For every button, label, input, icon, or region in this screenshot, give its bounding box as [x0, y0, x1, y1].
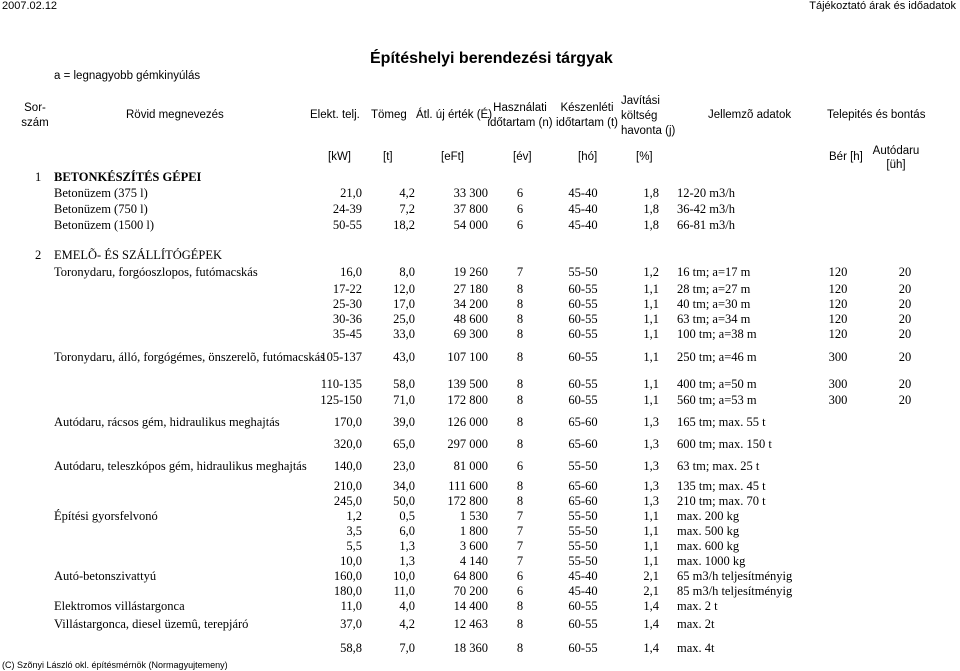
cell-weight: 50,0 [393, 494, 415, 508]
unit-use: [év] [513, 151, 532, 163]
cell-power: 245,0 [333, 494, 362, 508]
col-header-ready: Készenléti időtartam (t) [556, 102, 618, 129]
cell-ready: 55-50 [568, 524, 598, 538]
cell-power: 110-135 [320, 377, 362, 391]
cell-ready: 60-55 [568, 297, 598, 311]
cell-use: 8 [516, 641, 524, 655]
cell-value: 111 600 [448, 479, 488, 493]
cell-repair: 1,4 [643, 641, 659, 655]
cell-repair: 1,8 [643, 202, 659, 216]
cell-weight: 58,0 [393, 377, 415, 391]
cell-ready: 65-60 [568, 479, 598, 493]
cell-repair: 1,1 [643, 554, 659, 568]
cell-value: 12 463 [453, 617, 488, 631]
cell-name: Elektromos villástargonca [54, 599, 185, 613]
cell-value: 172 800 [447, 393, 488, 407]
cell-power: 5,5 [346, 539, 362, 553]
cell-wage: 300 [828, 377, 848, 391]
cell-features: max. 4t [677, 641, 715, 655]
cell-use: 7 [516, 265, 524, 279]
cell-features: max. 2t [677, 617, 715, 631]
cell-power: 3,5 [346, 524, 362, 538]
cell-value: 139 500 [447, 377, 488, 391]
cell-value: 3 600 [459, 539, 488, 553]
cell-weight: 4,0 [399, 599, 415, 613]
cell-ready: 60-55 [568, 641, 598, 655]
section-title: BETONKÉSZÍTÉS GÉPEI [54, 170, 202, 184]
cell-wage: 120 [828, 327, 848, 341]
cell-name: Toronydaru, álló, forgógémes, önszerelõ, futómacskás [54, 350, 326, 364]
unit-ready: [hó] [578, 151, 598, 163]
cell-use: 8 [516, 327, 524, 341]
cell-use: 6 [516, 186, 524, 200]
cell-wage: 120 [828, 282, 848, 296]
cell-weight: 7,2 [399, 202, 415, 216]
cell-value: 4 140 [459, 554, 488, 568]
cell-value: 64 800 [453, 569, 488, 583]
cell-weight: 33,0 [393, 327, 415, 341]
cell-repair: 1,3 [643, 459, 659, 473]
cell-features: max. 1000 kg [677, 554, 746, 568]
cell-weight: 7,0 [399, 641, 415, 655]
cell-weight: 4,2 [399, 186, 415, 200]
section-number: 2 [35, 248, 42, 262]
cell-features: max. 600 kg [677, 539, 740, 553]
col-header-sorszam: Sor- szám [21, 102, 49, 129]
cell-wage: 120 [828, 297, 848, 311]
cell-ready: 65-60 [568, 415, 598, 429]
cell-repair: 1,1 [643, 377, 659, 391]
cell-weight: 0,5 [399, 509, 415, 523]
cell-ready: 65-60 [568, 494, 598, 508]
cell-repair: 1,1 [643, 509, 659, 523]
cell-repair: 1,1 [643, 282, 659, 296]
cell-ready: 65-60 [568, 437, 598, 451]
cell-name: Autódaru, teleszkópos gém, hidraulikus meghajtás [54, 459, 307, 473]
unit-weight: [t] [383, 151, 393, 163]
cell-ready: 60-55 [568, 599, 598, 613]
cell-repair: 1,4 [643, 599, 659, 613]
cell-power: 35-45 [332, 327, 362, 341]
cell-features: 165 tm; max. 55 t [677, 415, 766, 429]
cell-use: 8 [516, 350, 524, 364]
cell-weight: 17,0 [393, 297, 415, 311]
cell-use: 6 [516, 569, 524, 583]
cell-features: max. 200 kg [677, 509, 740, 523]
cell-features: 16 tm; a=17 m [677, 265, 751, 279]
cell-weight: 71,0 [393, 393, 415, 407]
cell-features: 65 m3/h teljesítményig [677, 569, 793, 583]
cell-use: 7 [516, 509, 524, 523]
cell-ready: 60-55 [568, 617, 598, 631]
cell-use: 8 [516, 393, 524, 407]
cell-features: 28 tm; a=27 m [677, 282, 751, 296]
cell-weight: 43,0 [393, 350, 415, 364]
cell-use: 8 [516, 617, 524, 631]
document-title: Építéshelyi berendezési tárgyak [370, 50, 613, 67]
col-header-crane: Autódaru [üh] [872, 145, 920, 171]
cell-weight: 8,0 [399, 265, 415, 279]
cell-crane: 20 [898, 282, 912, 296]
cell-repair: 1,3 [643, 415, 659, 429]
section-title: EMELÕ- ÉS SZÁLLÍTÓGÉPEK [54, 248, 223, 262]
cell-value: 27 180 [453, 282, 488, 296]
cell-use: 6 [516, 202, 524, 216]
cell-repair: 2,1 [643, 584, 659, 598]
col-header-features: Jellemzõ adatok [708, 109, 792, 121]
cell-features: 400 tm; a=50 m [677, 377, 757, 391]
cell-power: 37,0 [340, 617, 362, 631]
cell-ready: 60-55 [568, 312, 598, 326]
unit-repair: [%] [636, 151, 653, 163]
cell-ready: 55-50 [568, 554, 598, 568]
cell-value: 54 000 [453, 218, 488, 232]
cell-wage: 300 [828, 350, 848, 364]
cell-weight: 1,3 [399, 539, 415, 553]
cell-repair: 1,3 [643, 479, 659, 493]
cell-weight: 11,0 [393, 584, 415, 598]
cell-name: Építési gyorsfelvonó [54, 509, 158, 523]
cell-repair: 1,8 [643, 186, 659, 200]
cell-weight: 10,0 [393, 569, 415, 583]
section-number: 1 [35, 170, 42, 184]
col-header-value: Átl. új érték (É) [416, 109, 493, 121]
cell-weight: 12,0 [393, 282, 415, 296]
cell-features: 85 m3/h teljesítményig [677, 584, 793, 598]
cell-value: 37 800 [453, 202, 488, 216]
cell-crane: 20 [898, 393, 912, 407]
unit-power: [kW] [328, 151, 351, 163]
cell-value: 69 300 [453, 327, 488, 341]
cell-power: 16,0 [340, 265, 362, 279]
cell-ready: 55-50 [568, 509, 598, 523]
cell-power: 140,0 [333, 459, 362, 473]
cell-value: 34 200 [453, 297, 488, 311]
cell-ready: 45-40 [568, 569, 598, 583]
cell-features: 600 tm; max. 150 t [677, 437, 772, 451]
cell-value: 70 200 [453, 584, 488, 598]
cell-use: 7 [516, 524, 524, 538]
cell-name: Autódaru, rácsos gém, hidraulikus meghajtás [54, 415, 280, 429]
col-header-install: Telepités és bontás [827, 109, 926, 121]
cell-power: 30-36 [332, 312, 362, 326]
cell-weight: 6,0 [399, 524, 415, 538]
cell-value: 33 300 [453, 186, 488, 200]
cell-wage: 120 [828, 265, 848, 279]
cell-ready: 55-50 [568, 265, 598, 279]
cell-name: Villástargonca, diesel üzemû, terepjáró [54, 617, 249, 631]
cell-features: 100 tm; a=38 m [677, 327, 757, 341]
cell-features: max. 2 t [677, 599, 718, 613]
cell-power: 17-22 [332, 282, 362, 296]
cell-value: 1 530 [459, 509, 488, 523]
cell-ready: 45-40 [568, 202, 598, 216]
cell-crane: 20 [898, 297, 912, 311]
cell-features: max. 500 kg [677, 524, 740, 538]
cell-value: 19 260 [453, 265, 488, 279]
cell-weight: 23,0 [393, 459, 415, 473]
cell-power: 105-137 [320, 350, 362, 364]
cell-repair: 1,4 [643, 617, 659, 631]
cell-repair: 1,1 [643, 297, 659, 311]
cell-features: 12-20 m3/h [677, 186, 735, 200]
cell-features: 250 tm; a=46 m [677, 350, 757, 364]
cell-name: Betonüzem (375 l) [54, 186, 148, 200]
cell-use: 8 [516, 494, 524, 508]
print-date: 2007.02.12 [2, 0, 58, 12]
cell-repair: 1,2 [643, 265, 659, 279]
cell-ready: 45-40 [568, 218, 598, 232]
cell-value: 172 800 [447, 494, 488, 508]
cell-ready: 60-55 [568, 350, 598, 364]
cell-ready: 45-40 [568, 186, 598, 200]
cell-weight: 25,0 [393, 312, 415, 326]
cell-repair: 1,1 [643, 524, 659, 538]
cell-features: 63 tm; max. 25 t [677, 459, 760, 473]
cell-power: 320,0 [333, 437, 362, 451]
col-header-name: Rövid megnevezés [126, 109, 224, 121]
cell-crane: 20 [898, 350, 912, 364]
cell-repair: 2,1 [643, 569, 659, 583]
cell-value: 107 100 [447, 350, 488, 364]
cell-features: 210 tm; max. 70 t [677, 494, 766, 508]
cell-repair: 1,8 [643, 218, 659, 232]
cell-use: 8 [516, 437, 524, 451]
cell-power: 170,0 [333, 415, 362, 429]
cell-features: 40 tm; a=30 m [677, 297, 751, 311]
cell-use: 8 [516, 479, 524, 493]
cell-use: 8 [516, 312, 524, 326]
cell-ready: 45-40 [568, 584, 598, 598]
cell-name: Toronydaru, forgóoszlopos, futómacskás [54, 265, 258, 279]
cell-repair: 1,1 [643, 350, 659, 364]
cell-name: Autó-betonszivattyú [54, 569, 157, 583]
cell-repair: 1,1 [643, 393, 659, 407]
cell-use: 6 [516, 218, 524, 232]
cell-repair: 1,3 [643, 437, 659, 451]
cell-value: 18 360 [453, 641, 488, 655]
cell-use: 8 [516, 599, 524, 613]
cell-power: 11,0 [340, 599, 362, 613]
cell-power: 1,2 [346, 509, 362, 523]
cell-features: 560 tm; a=53 m [677, 393, 757, 407]
cell-ready: 60-55 [568, 393, 598, 407]
cell-value: 1 800 [459, 524, 488, 538]
print-page-title: Tájékoztató árak és időadatok [809, 0, 956, 12]
cell-value: 126 000 [447, 415, 488, 429]
cell-repair: 1,1 [643, 539, 659, 553]
cell-use: 7 [516, 539, 524, 553]
cell-use: 6 [516, 459, 524, 473]
cell-use: 8 [516, 297, 524, 311]
unit-value: [eFt] [441, 151, 465, 163]
cell-repair: 1,1 [643, 327, 659, 341]
cell-power: 24-39 [332, 202, 362, 216]
cell-value: 297 000 [447, 437, 488, 451]
col-header-weight: Tömeg [371, 109, 407, 121]
cell-use: 7 [516, 554, 524, 568]
cell-power: 21,0 [340, 186, 362, 200]
cell-value: 14 400 [453, 599, 488, 613]
cell-use: 8 [516, 415, 524, 429]
cell-ready: 55-50 [568, 539, 598, 553]
cell-ready: 60-55 [568, 327, 598, 341]
cell-wage: 300 [828, 393, 848, 407]
col-header-use: Használati időtartam (n) [487, 102, 553, 129]
cell-power: 58,8 [340, 641, 362, 655]
note-boom-reach: a = legnagyobb gémkinyúlás [54, 70, 201, 82]
cell-use: 6 [516, 584, 524, 598]
cell-power: 180,0 [333, 584, 362, 598]
col-header-power: Elekt. telj. [310, 109, 360, 121]
cell-power: 210,0 [333, 479, 362, 493]
cell-name: Betonüzem (1500 l) [54, 218, 154, 232]
cell-crane: 20 [898, 265, 912, 279]
cell-features: 36-42 m3/h [677, 202, 735, 216]
cell-value: 81 000 [453, 459, 488, 473]
col-header-wage: Bér [h] [829, 151, 863, 163]
cell-weight: 4,2 [399, 617, 415, 631]
cell-ready: 60-55 [568, 282, 598, 296]
col-header-repair: Javítási költség havonta (j) [621, 95, 676, 137]
cell-wage: 120 [828, 312, 848, 326]
cell-power: 50-55 [332, 218, 362, 232]
cell-repair: 1,3 [643, 494, 659, 508]
cell-weight: 1,3 [399, 554, 415, 568]
cell-crane: 20 [898, 327, 912, 341]
cell-repair: 1,1 [643, 312, 659, 326]
cell-weight: 39,0 [393, 415, 415, 429]
copyright-footer: (C) Szõnyi László okl. építésmérnök (Normagyujtemeny) [2, 660, 228, 670]
cell-weight: 34,0 [393, 479, 415, 493]
cell-crane: 20 [898, 312, 912, 326]
cell-weight: 65,0 [393, 437, 415, 451]
cell-features: 135 tm; max. 45 t [677, 479, 766, 493]
cell-weight: 18,2 [393, 218, 415, 232]
cell-ready: 55-50 [568, 459, 598, 473]
cell-power: 10,0 [340, 554, 362, 568]
cell-use: 8 [516, 377, 524, 391]
cell-value: 48 600 [453, 312, 488, 326]
cell-ready: 60-55 [568, 377, 598, 391]
cell-features: 66-81 m3/h [677, 218, 735, 232]
cell-use: 8 [516, 282, 524, 296]
cell-power: 25-30 [332, 297, 362, 311]
cell-power: 160,0 [333, 569, 362, 583]
cell-power: 125-150 [320, 393, 362, 407]
cell-crane: 20 [898, 377, 912, 391]
cell-name: Betonüzem (750 l) [54, 202, 148, 216]
cell-features: 63 tm; a=34 m [677, 312, 751, 326]
